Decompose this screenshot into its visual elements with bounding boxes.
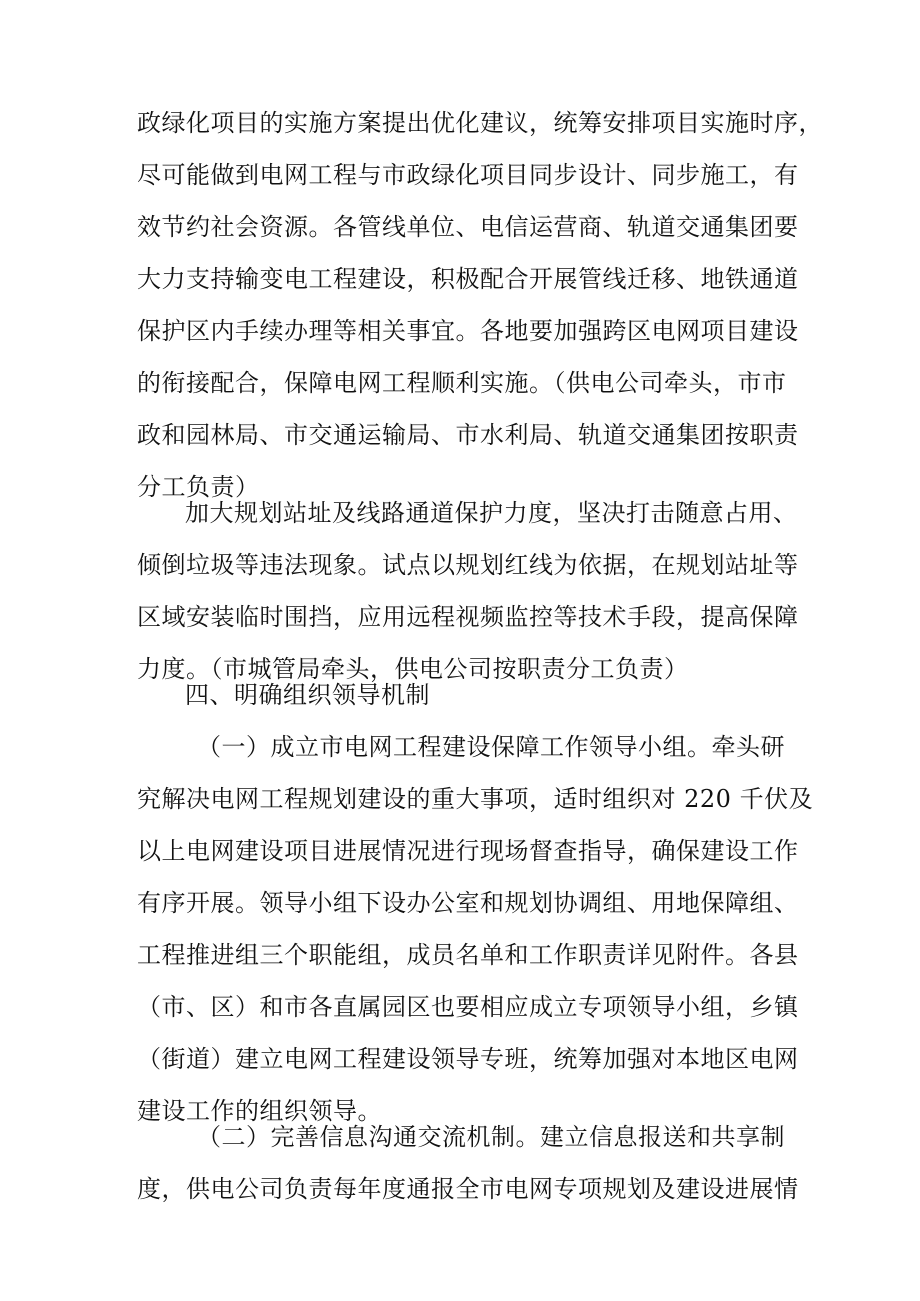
section-heading [137, 669, 797, 721]
text-line: 加大规划站址及线路通道保护力度，坚决打击随意占用、 [185, 499, 798, 527]
text-line: （市、区）和市各直属园区也要相应成立专项领导小组，乡镇 [137, 993, 799, 1021]
section-heading-text: 四、明确组织领导机制 [185, 681, 430, 709]
text-line: 政绿化项目的实施方案提出优化建议，统筹安排项目实施时序， [137, 109, 823, 137]
text-line: 效节约社会资源。各管线单位、电信运营商、轨道交通集团要 [137, 213, 799, 241]
paragraph-leadership-group [137, 721, 814, 1137]
text-line: 度，供电公司负责每年度通报全市电网专项规划及建设进展情 [137, 1175, 799, 1203]
text-line: （二）完善信息沟通交流机制。建立信息报送和共享制 [197, 1123, 785, 1151]
text-line: 有序开展。领导小组下设办公室和规划协调组、用地保障组、 [137, 889, 799, 917]
paragraph-info-sharing [137, 1111, 797, 1215]
text-line: 究解决电网工程规划建设的重大事项，适时组织对 220 千伏及 [137, 785, 814, 813]
text-line: 分工负责） [137, 473, 260, 501]
text-line: 大力支持输变电工程建设，积极配合开展管线迁移、地铁通道 [137, 265, 799, 293]
text-line: 力度。（市城管局牵头，供电公司按职责分工负责） [137, 655, 689, 683]
text-line: 倾倒垃圾等违法现象。试点以规划红线为依据，在规划站址等 [137, 551, 799, 579]
text-line: 政和园林局、市交通运输局、市水利局、轨道交通集团按职责 [137, 421, 799, 449]
text-line: 保护区内手续办理等相关事宜。各地要加强跨区电网项目建设 [137, 317, 799, 345]
text-line: 区域安装临时围挡，应用远程视频监控等技术手段，提高保障 [137, 603, 799, 631]
paragraph-site-protection [137, 487, 797, 695]
text-line: 尽可能做到电网工程与市政绿化项目同步设计、同步施工，有 [137, 161, 799, 189]
text-line: 以上电网建设项目进展情况进行现场督查指导，确保建设工作 [137, 837, 799, 865]
text-line: 的衔接配合，保障电网工程顺利实施。（供电公司牵头，市市 [137, 369, 787, 397]
text-line: 建设工作的组织领导。 [137, 1097, 382, 1125]
text-line: （一）成立市电网工程建设保障工作领导小组。牵头研 [197, 733, 785, 761]
text-line: 工程推进组三个职能组，成员名单和工作职责详见附件。各县 [137, 941, 799, 969]
text-line: （街道）建立电网工程建设领导专班，统筹加强对本地区电网 [137, 1045, 799, 1073]
